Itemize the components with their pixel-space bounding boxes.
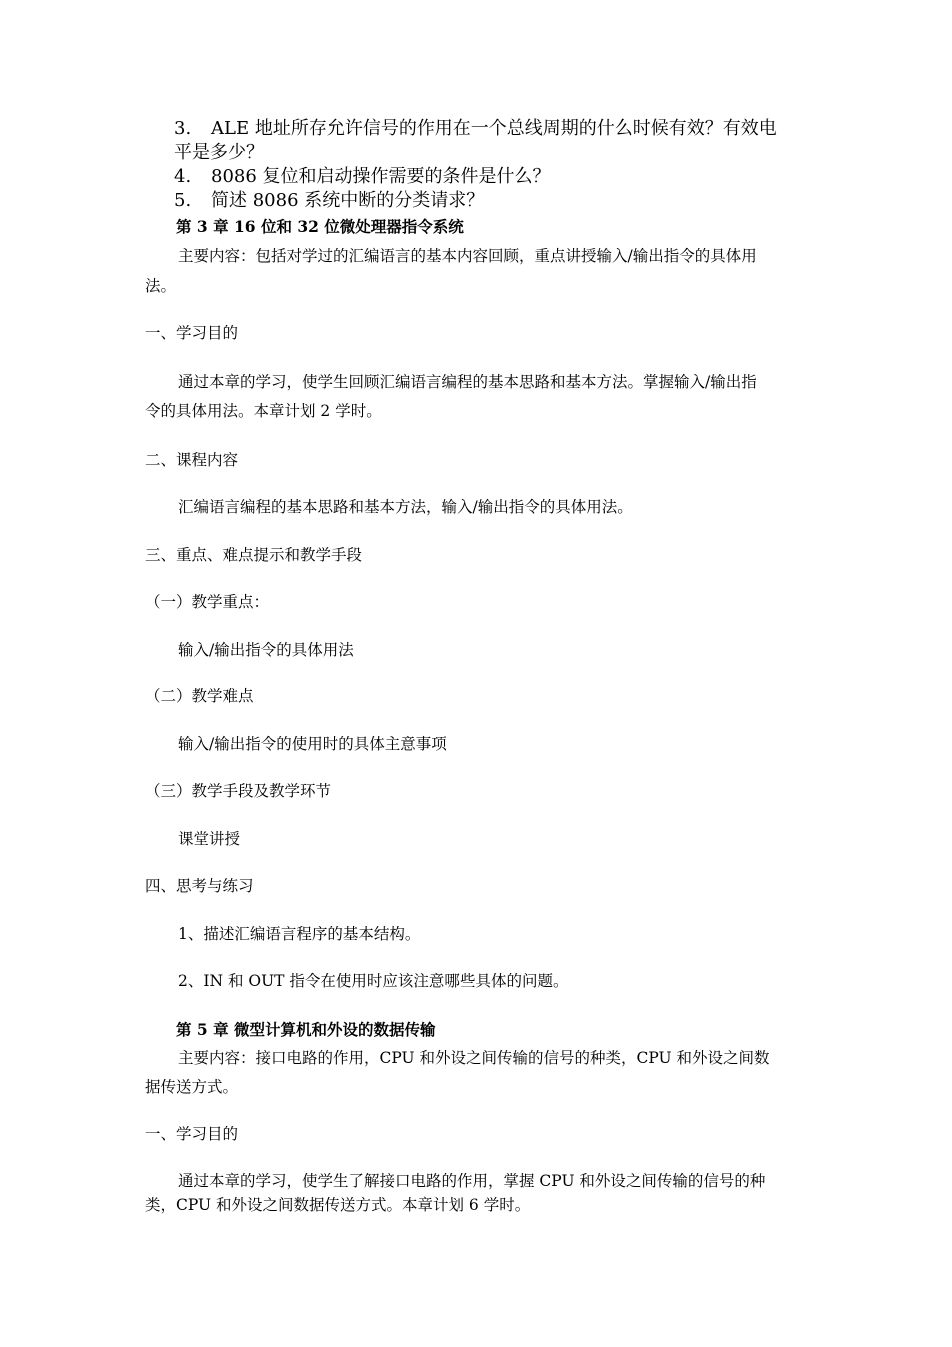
chapter3-sub2-title: （二）教学难点 xyxy=(145,687,254,705)
chapter3-sub1-title: （一）教学重点： xyxy=(145,593,270,611)
chapter3-sub3-title: （三）教学手段及教学环节 xyxy=(145,782,332,800)
question-4 xyxy=(174,165,551,189)
chapter3-exercise1: 1、描述汇编语言程序的基本结构。 xyxy=(178,925,421,943)
chapter3-sub1-text: 输入/输出指令的具体用法 xyxy=(178,641,354,659)
chapter5-section1-line2: 类，CPU 和外设之间数据传送方式。本章计划 6 学时。 xyxy=(145,1196,531,1214)
chapter5-section1-line1: 通过本章的学习，使学生了解接口电路的作用，掌握 CPU 和外设之间传输的信号的种 xyxy=(178,1172,766,1190)
chapter3-heading: 第 3 章 16 位和 32 位微处理器指令系统 xyxy=(176,217,464,236)
chapter5-summary-line1: 主要内容：接口电路的作用，CPU 和外设之间传输的信号的种类，CPU 和外设之间数 xyxy=(178,1049,770,1067)
question-number: 5. xyxy=(174,190,192,211)
chapter3-section1-line2: 令的具体用法。本章计划 2 学时。 xyxy=(145,402,382,420)
chapter3-sub2-text: 输入/输出指令的使用时的具体主意事项 xyxy=(178,735,447,753)
chapter3-sub3-text: 课堂讲授 xyxy=(178,830,241,848)
chapter3-section2-title: 二、课程内容 xyxy=(145,451,239,469)
question-number: 4. xyxy=(174,166,192,187)
chapter3-section4-title: 四、思考与练习 xyxy=(145,877,254,895)
chapter3-exercise2: 2、IN 和 OUT 指令在使用时应该注意哪些具体的问题。 xyxy=(178,972,569,990)
chapter3-section2-text: 汇编语言编程的基本思路和基本方法，输入/输出指令的具体用法。 xyxy=(178,498,633,516)
question-3-continuation: 平是多少？ xyxy=(174,142,264,163)
chapter5-summary-line2: 据传送方式。 xyxy=(145,1078,239,1096)
question-text: 简述 8086 系统中断的分类请求？ xyxy=(211,190,485,211)
chapter3-section1-line1: 通过本章的学习，使学生回顾汇编语言编程的基本思路和基本方法。掌握输入/输出指 xyxy=(178,373,757,391)
chapter3-section1-title: 一、学习目的 xyxy=(145,324,239,342)
chapter5-section1-title: 一、学习目的 xyxy=(145,1125,239,1143)
question-number: 3. xyxy=(174,118,192,139)
chapter3-summary-line1: 主要内容：包括对学过的汇编语言的基本内容回顾，重点讲授输入/输出指令的具体用 xyxy=(178,247,757,265)
question-text: ALE 地址所存允许信号的作用在一个总线周期的什么时候有效？有效电 xyxy=(211,118,777,139)
chapter5-heading: 第 5 章 微型计算机和外设的数据传输 xyxy=(176,1020,436,1039)
question-3 xyxy=(174,117,777,141)
chapter3-section3-title: 三、重点、难点提示和教学手段 xyxy=(145,546,363,564)
question-5 xyxy=(174,189,484,213)
chapter3-summary-line2: 法。 xyxy=(145,277,177,295)
question-text: 8086 复位和启动操作需要的条件是什么？ xyxy=(211,166,551,187)
